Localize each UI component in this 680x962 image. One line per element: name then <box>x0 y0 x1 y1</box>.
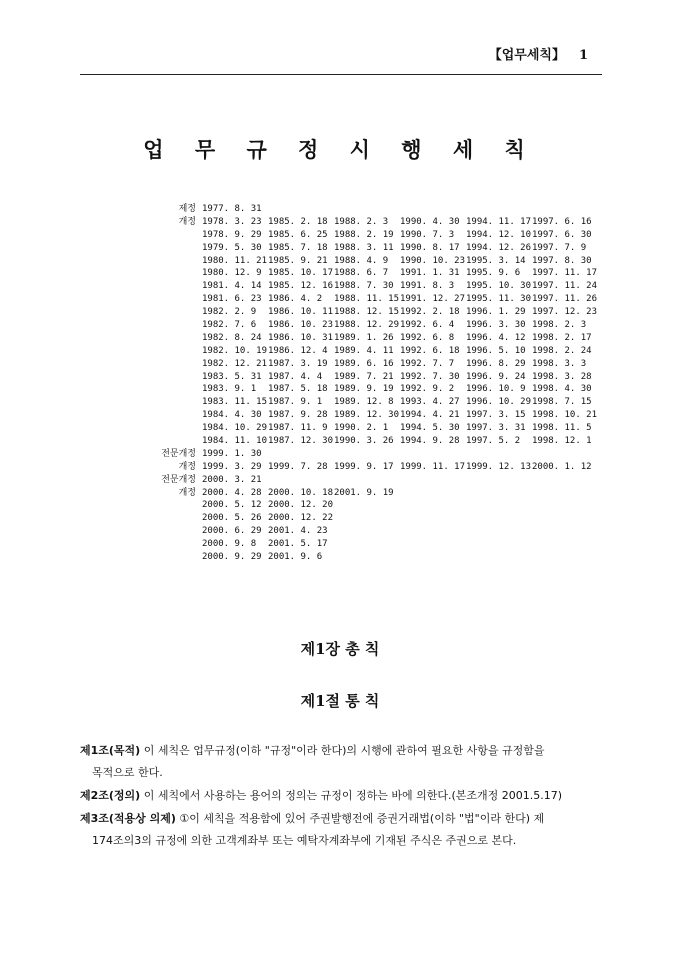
history-date: 1995. 10. 30 <box>466 281 532 292</box>
history-date: 1991. 1. 31 <box>400 268 460 279</box>
history-date: 1997. 12. 23 <box>532 307 598 318</box>
history-date: 1996. 10. 29 <box>466 397 532 408</box>
history-label <box>150 267 202 280</box>
document-title: 업 무 규 정 시 행 세 칙 <box>143 137 537 162</box>
history-date: 1992. 6. 18 <box>400 345 460 356</box>
history-row <box>150 358 598 371</box>
history-date: 2000. 9. 8 <box>202 539 257 550</box>
history-date: 1989. 1. 26 <box>334 332 394 343</box>
history-date: 1988. 2. 3 <box>334 216 389 227</box>
history-date: 2001. 4. 23 <box>268 526 328 537</box>
history-label <box>150 422 202 435</box>
history-date: 1997. 6. 16 <box>532 216 592 227</box>
history-date: 1997. 11. 17 <box>532 268 598 279</box>
history-date: 2000. 1. 12 <box>532 461 592 472</box>
article-3-text: ①이 세칙을 적용함에 있어 주권발행전에 증권거래법(이하 "법"이라 한다) 제 <box>179 812 545 825</box>
history-date: 2001. 9. 19 <box>334 487 394 498</box>
history-label <box>150 383 202 396</box>
history-date: 1987. 9. 28 <box>268 410 328 421</box>
history-date: 2001. 9. 6 <box>268 552 323 563</box>
history-label <box>150 435 202 448</box>
history-date: 2000. 4. 28 <box>202 487 262 498</box>
history-date: 1981. 4. 14 <box>202 281 262 292</box>
history-date: 1984. 11. 10 <box>202 436 268 447</box>
history-date: 1979. 5. 30 <box>202 242 262 253</box>
history-row <box>150 435 598 448</box>
history-date: 1998. 4. 30 <box>532 384 592 395</box>
history-date: 1988. 12. 15 <box>334 307 400 318</box>
history-label <box>150 512 202 525</box>
history-date: 2000. 12. 22 <box>268 513 334 524</box>
history-label <box>150 396 202 409</box>
history-date: 1980. 12. 9 <box>202 268 262 279</box>
history-date: 1988. 12. 29 <box>334 320 400 331</box>
history-date: 1992. 6. 8 <box>400 332 455 343</box>
history-date: 1990. 3. 26 <box>334 436 394 447</box>
history-row <box>150 255 598 268</box>
history-label <box>150 409 202 422</box>
history-row <box>150 345 598 358</box>
history-label: 전문개정 <box>161 474 196 485</box>
history-label: 개정 <box>178 461 196 472</box>
history-date: 1994. 12. 26 <box>466 242 532 253</box>
history-date: 1988. 4. 9 <box>334 255 389 266</box>
history-date: 1998. 2. 17 <box>532 332 592 343</box>
history-date: 1985. 12. 16 <box>268 281 334 292</box>
history-date: 1998. 2. 3 <box>532 320 587 331</box>
history-date: 1982. 7. 6 <box>202 320 257 331</box>
history-date: 1999. 1. 30 <box>202 448 262 459</box>
history-date: 2000. 9. 29 <box>202 552 262 563</box>
history-date: 1994. 9. 28 <box>400 436 460 447</box>
history-date: 1996. 4. 12 <box>466 332 526 343</box>
history-date: 1996. 1. 29 <box>466 307 526 318</box>
history-date: 1992. 7. 7 <box>400 358 455 369</box>
history-date: 1985. 6. 25 <box>268 229 328 240</box>
history-date: 1980. 11. 21 <box>202 255 268 266</box>
history-date: 2000. 5. 26 <box>202 513 262 524</box>
history-date: 1981. 6. 23 <box>202 294 262 305</box>
history-row <box>150 267 598 280</box>
history-date: 1996. 8. 29 <box>466 358 526 369</box>
history-date: 1996. 5. 10 <box>466 345 526 356</box>
history-date: 1982. 12. 21 <box>202 358 268 369</box>
history-date: 1986. 4. 2 <box>268 294 323 305</box>
history-label: 전문개정 <box>161 448 196 459</box>
history-label <box>150 242 202 255</box>
history-date: 1999. 3. 29 <box>202 461 262 472</box>
history-label <box>150 255 202 268</box>
article-3-title: 제3조(적용상 의제) <box>80 812 176 825</box>
article-2-text: 이 세칙에서 사용하는 용어의 정의는 규정이 정하는 바에 의한다.(본조개정 2001.5.17) <box>143 789 563 802</box>
history-date: 1991. 8. 3 <box>400 281 455 292</box>
history-date: 1999. 7. 28 <box>268 461 328 472</box>
history-label <box>150 229 202 242</box>
history-date: 1983. 11. 15 <box>202 397 268 408</box>
history-row <box>150 229 598 242</box>
history-date: 1984. 4. 30 <box>202 410 262 421</box>
history-date: 1987. 12. 30 <box>268 436 334 447</box>
history-date: 1997. 7. 9 <box>532 242 587 253</box>
history-date: 1987. 3. 19 <box>268 358 328 369</box>
history-label <box>150 371 202 384</box>
history-label: 개정 <box>178 216 196 227</box>
history-date: 1985. 7. 18 <box>268 242 328 253</box>
history-date: 1997. 11. 26 <box>532 294 598 305</box>
history-date: 1998. 11. 5 <box>532 423 592 434</box>
page-header <box>489 44 588 63</box>
history-date: 1989. 6. 16 <box>334 358 394 369</box>
history-date: 1998. 3. 28 <box>532 371 592 382</box>
history-date: 1994. 12. 10 <box>466 229 532 240</box>
article-3-text-cont: 174조의3의 규정에 의한 고객계좌부 또는 예탁자계좌부에 기재된 주식은 주권으로 본다. <box>92 834 517 847</box>
history-date: 1997. 3. 31 <box>466 423 526 434</box>
history-row <box>150 371 598 384</box>
article-3 <box>80 808 604 852</box>
history-date: 1985. 9. 21 <box>268 255 328 266</box>
history-date: 1985. 2. 18 <box>268 216 328 227</box>
history-row <box>150 216 598 229</box>
history-date: 1985. 10. 17 <box>268 268 334 279</box>
history-row <box>150 280 598 293</box>
history-date: 1989. 12. 8 <box>334 397 394 408</box>
history-date: 1988. 6. 7 <box>334 268 389 279</box>
history-date: 1997. 5. 2 <box>466 436 521 447</box>
history-date: 1987. 5. 18 <box>268 384 328 395</box>
history-date: 1986. 12. 4 <box>268 345 328 356</box>
history-date: 2000. 10. 18 <box>268 487 334 498</box>
history-date: 1987. 11. 9 <box>268 423 328 434</box>
history-date: 2000. 5. 12 <box>202 500 262 511</box>
history-label <box>150 280 202 293</box>
history-date: 1992. 6. 4 <box>400 320 455 331</box>
history-date: 1992. 7. 30 <box>400 371 460 382</box>
history-date: 1989. 12. 30 <box>334 410 400 421</box>
history-date: 1997. 6. 30 <box>532 229 592 240</box>
history-date: 1990. 7. 3 <box>400 229 455 240</box>
history-date: 1990. 10. 23 <box>400 255 466 266</box>
history-date: 1997. 11. 24 <box>532 281 598 292</box>
history-row <box>150 538 598 551</box>
history-date: 2000. 6. 29 <box>202 526 262 537</box>
history-date: 1998. 12. 1 <box>532 436 592 447</box>
history-date: 1999. 11. 17 <box>400 461 466 472</box>
history-date: 2001. 5. 17 <box>268 539 328 550</box>
history-date: 1996. 3. 30 <box>466 320 526 331</box>
history-date: 1998. 2. 24 <box>532 345 592 356</box>
history-label <box>150 332 202 345</box>
history-date: 1992. 2. 18 <box>400 307 460 318</box>
history-date: 1982. 10. 19 <box>202 345 268 356</box>
article-1-text-cont: 목적으로 한다. <box>92 766 163 779</box>
history-date: 1988. 3. 11 <box>334 242 394 253</box>
history-date: 1999. 9. 17 <box>334 461 394 472</box>
history-label: 제정 <box>178 204 196 214</box>
article-1 <box>80 740 604 784</box>
history-date: 1991. 12. 27 <box>400 294 466 305</box>
history-row <box>150 512 598 525</box>
amendment-history <box>150 203 598 564</box>
history-date: 1983. 5. 31 <box>202 371 262 382</box>
history-label <box>150 345 202 358</box>
history-date: 1988. 2. 19 <box>334 229 394 240</box>
history-date: 1984. 10. 29 <box>202 423 268 434</box>
history-row <box>150 319 598 332</box>
history-label <box>150 499 202 512</box>
page-number: 1 <box>578 48 588 63</box>
history-label <box>150 358 202 371</box>
history-date: 1990. 2. 1 <box>334 423 389 434</box>
history-label <box>150 293 202 306</box>
history-date: 1990. 4. 30 <box>400 216 460 227</box>
history-date: 1999. 12. 13 <box>466 461 532 472</box>
history-label <box>150 319 202 332</box>
history-date: 1987. 4. 4 <box>268 371 323 382</box>
history-date: 1998. 7. 15 <box>532 397 592 408</box>
article-1-text: 이 세칙은 업무규정(이하 "규정"이라 한다)의 시행에 관하여 필요한 사항을 규정함을 <box>143 744 545 757</box>
history-date: 1995. 11. 30 <box>466 294 532 305</box>
history-date: 1983. 9. 1 <box>202 384 257 395</box>
history-row <box>150 499 598 512</box>
history-date: 1993. 4. 27 <box>400 397 460 408</box>
history-row <box>150 306 598 319</box>
history-date: 1989. 7. 21 <box>334 371 394 382</box>
history-row <box>150 409 598 422</box>
history-date: 1994. 5. 30 <box>400 423 460 434</box>
history-row <box>150 203 598 216</box>
history-date: 1994. 4. 21 <box>400 410 460 421</box>
history-date: 1982. 8. 24 <box>202 332 262 343</box>
history-date: 1998. 3. 3 <box>532 358 587 369</box>
article-2 <box>80 785 604 807</box>
history-date: 1996. 9. 24 <box>466 371 526 382</box>
article-2-title: 제2조(정의) <box>80 789 141 802</box>
history-row <box>150 422 598 435</box>
history-date: 1994. 11. 17 <box>466 216 532 227</box>
history-date: 1978. 3. 23 <box>202 216 262 227</box>
history-date: 1977. 8. 31 <box>202 204 262 214</box>
history-date: 1997. 8. 30 <box>532 255 592 266</box>
history-row <box>150 383 598 396</box>
history-row <box>150 474 598 487</box>
history-row <box>150 525 598 538</box>
history-row <box>150 551 598 564</box>
header-rule <box>80 74 602 75</box>
history-date: 1982. 2. 9 <box>202 307 257 318</box>
history-date: 1987. 9. 1 <box>268 397 323 408</box>
history-label <box>150 306 202 319</box>
history-date: 1986. 10. 31 <box>268 332 334 343</box>
history-date: 2000. 3. 21 <box>202 474 262 485</box>
history-date: 1997. 3. 15 <box>466 410 526 421</box>
chapter-heading: 제1장 총 칙 <box>300 640 380 658</box>
history-date: 1992. 9. 2 <box>400 384 455 395</box>
history-label: 개정 <box>178 487 196 498</box>
history-date: 1996. 10. 9 <box>466 384 526 395</box>
history-row <box>150 242 598 255</box>
section-heading: 제1절 통 칙 <box>300 692 380 710</box>
history-label <box>150 525 202 538</box>
history-row <box>150 487 598 500</box>
history-date: 1988. 7. 30 <box>334 281 394 292</box>
history-label <box>150 551 202 564</box>
history-date: 1989. 9. 19 <box>334 384 394 395</box>
history-date: 1995. 9. 6 <box>466 268 521 279</box>
history-date: 2000. 12. 20 <box>268 500 334 511</box>
history-label <box>150 538 202 551</box>
history-date: 1978. 9. 29 <box>202 229 262 240</box>
history-date: 1990. 8. 17 <box>400 242 460 253</box>
history-date: 1988. 11. 15 <box>334 294 400 305</box>
history-row <box>150 332 598 345</box>
history-date: 1986. 10. 11 <box>268 307 334 318</box>
history-row <box>150 461 598 474</box>
history-row <box>150 293 598 306</box>
history-row <box>150 448 598 461</box>
header-title: 【업무세칙】 <box>488 48 565 63</box>
history-date: 1986. 10. 23 <box>268 320 334 331</box>
history-row <box>150 396 598 409</box>
history-date: 1998. 10. 21 <box>532 410 598 421</box>
article-1-title: 제1조(목적) <box>80 744 141 757</box>
history-date: 1995. 3. 14 <box>466 255 526 266</box>
history-date: 1989. 4. 11 <box>334 345 394 356</box>
